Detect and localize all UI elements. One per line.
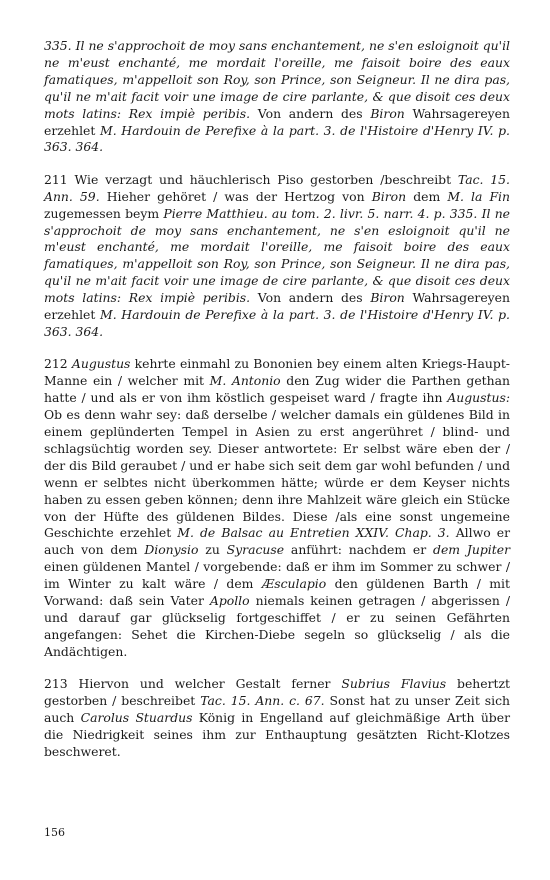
text-run: 211 Wie verzagt und häuchlerisch Piso gestorben /beschreibt — [44, 171, 458, 187]
paragraph-2 — [44, 356, 510, 660]
text-run: Biron — [371, 188, 407, 204]
text-run: 213 Hiervon und welcher Gestalt ferner — [44, 676, 342, 692]
text-run: 212 — [44, 356, 72, 372]
text-run: Von andern des — [250, 290, 371, 306]
text-run: kehrte einmahl zu Bononien bey einem alten Kriegs-Haupt-Manne ein / welcher mit — [44, 356, 510, 389]
text-run: den güldenen Barth / mit Vorwand: daß sein Vater — [44, 576, 510, 609]
text-run: M. Hardouin de Perefixe à la part. 3. de l'Histoire d'Henry IV. p. 363. 364. — [44, 307, 510, 339]
text-run: Tac. 15. Ann. c. 67. — [200, 693, 325, 709]
text-run: Allwo er auch von dem — [44, 525, 511, 558]
text-run: dem Jupiter — [433, 542, 510, 558]
text-run: Tac. 15. Ann. 59. — [44, 171, 510, 204]
text-run: M. Hardouin de Perefixe à la part. 3. de l'Histoire d'Henry IV. p. 363. 364. — [44, 122, 510, 155]
page-number: 156 — [44, 826, 65, 839]
text-run: Wahrsagereyen erzehlet — [44, 290, 510, 323]
text-run: Æsculapio — [261, 576, 327, 592]
text-run: Biron — [370, 105, 405, 121]
text-run: Carolus Stuardus — [80, 710, 193, 726]
text-run: Hieher gehöret / was der Hertzog von — [99, 188, 372, 204]
text-run: Subrius Flavius — [341, 676, 447, 692]
text-run: M. la Fin — [447, 188, 510, 204]
text-run: zu — [198, 542, 227, 558]
text-run: einen güldenen Mantel / vorgebende: daß er ihm im Sommer zu schwer / im Winter zu kalt wäre / dem — [44, 559, 510, 592]
page-body — [44, 38, 510, 776]
text-run: anführt: nachdem er — [284, 542, 434, 558]
text-run: Augustus — [71, 356, 131, 372]
text-run: 335. Il ne s'approchoit de moy sans enchantement, ne s'en esloignoit qu'il ne m'eust enchanté, me mordait l'oreille, me faisoit boire des eaux famatiques, m'appelloit son Roy, son Prince, son Seigneur. Il ne dira pas, qu'il ne m'ait facit voir une image de cire parlante, & que disoit ces deux mots latins: Rex impiè peribis. — [44, 38, 510, 121]
paragraph-3 — [44, 676, 510, 761]
text-run: Pierre Matthieu. au tom. 2. livr. 5. narr. 4. p. 335. Il ne s'approchoit de moy sans enchantement, ne s'en esloignoit qu'il ne m'eust enchanté, me mordait l'oreille, me faisoit boire des eaux famatiques, m'appelloit son Roy, son Prince, son Seigneur. Il ne dira pas, qu'il ne m'ait facit voir une image de cire parlante, & que disoit ces deux mots latins: Rex impiè peribis. — [44, 205, 511, 306]
paragraph-1 — [44, 172, 510, 341]
text-run: Apollo — [209, 593, 250, 609]
text-run: Augustus: — [447, 390, 510, 406]
text-run: zugemessen beym — [44, 205, 164, 221]
paragraph-0 — [44, 38, 510, 156]
text-run: behertzt gestorben / beschreibet — [44, 676, 510, 709]
text-run: den Zug wider die Parthen gethan hatte / und als er von ihm köstlich gespeiset ward / fragte ihn — [44, 373, 511, 406]
text-run: Sonst hat zu unser Zeit sich auch — [44, 693, 511, 726]
text-run: Von andern des — [250, 105, 371, 121]
text-run: König in Engelland auf gleichmäßige Arth über die Niedrigkeit seines ihm zur Enthauptung gesätzten Richt-Klotzes beschweret. — [44, 710, 510, 759]
text-run: Wahrsagereyen erzehlet — [44, 105, 510, 138]
text-run: M. de Balsac au Entretien XXIV. Chap. 3. — [177, 525, 450, 541]
text-run: Dionysio — [144, 542, 199, 558]
text-run: M. Antonio — [209, 373, 281, 389]
text-run: dem — [406, 188, 448, 204]
text-run: Ob es denn wahr sey: daß derselbe / welcher damals ein güldenes Bild in einem geplünderten Tempel in Asien zu erst angerühret / blind- und schlagsüchtig worden sey. Dieser antwortete: Er selbst wäre eben der / der dis Bild geraubet / und er habe sich seit dem gar wohl befunden / und wenn er selbtes nicht überkommen hätte; würde er dem Keyser nichts haben zu essen geben können; denn ihre Mahlzeit wäre gleich ein Stücke von der Hüfte des güldenen Bildes. Diese /als eine sonst ungemeine Geschichte erzehlet — [44, 407, 510, 541]
text-run: Biron — [370, 290, 405, 306]
text-run: niemals keinen getragen / abgerissen / und darauf gar glückselig fortgeschiffet / er zu seinen Gefährten angefangen: Sehet die Kirchen-Diebe segeln so glückselig / als die Andächtigen. — [44, 593, 510, 659]
text-run: Syracuse — [226, 542, 285, 558]
